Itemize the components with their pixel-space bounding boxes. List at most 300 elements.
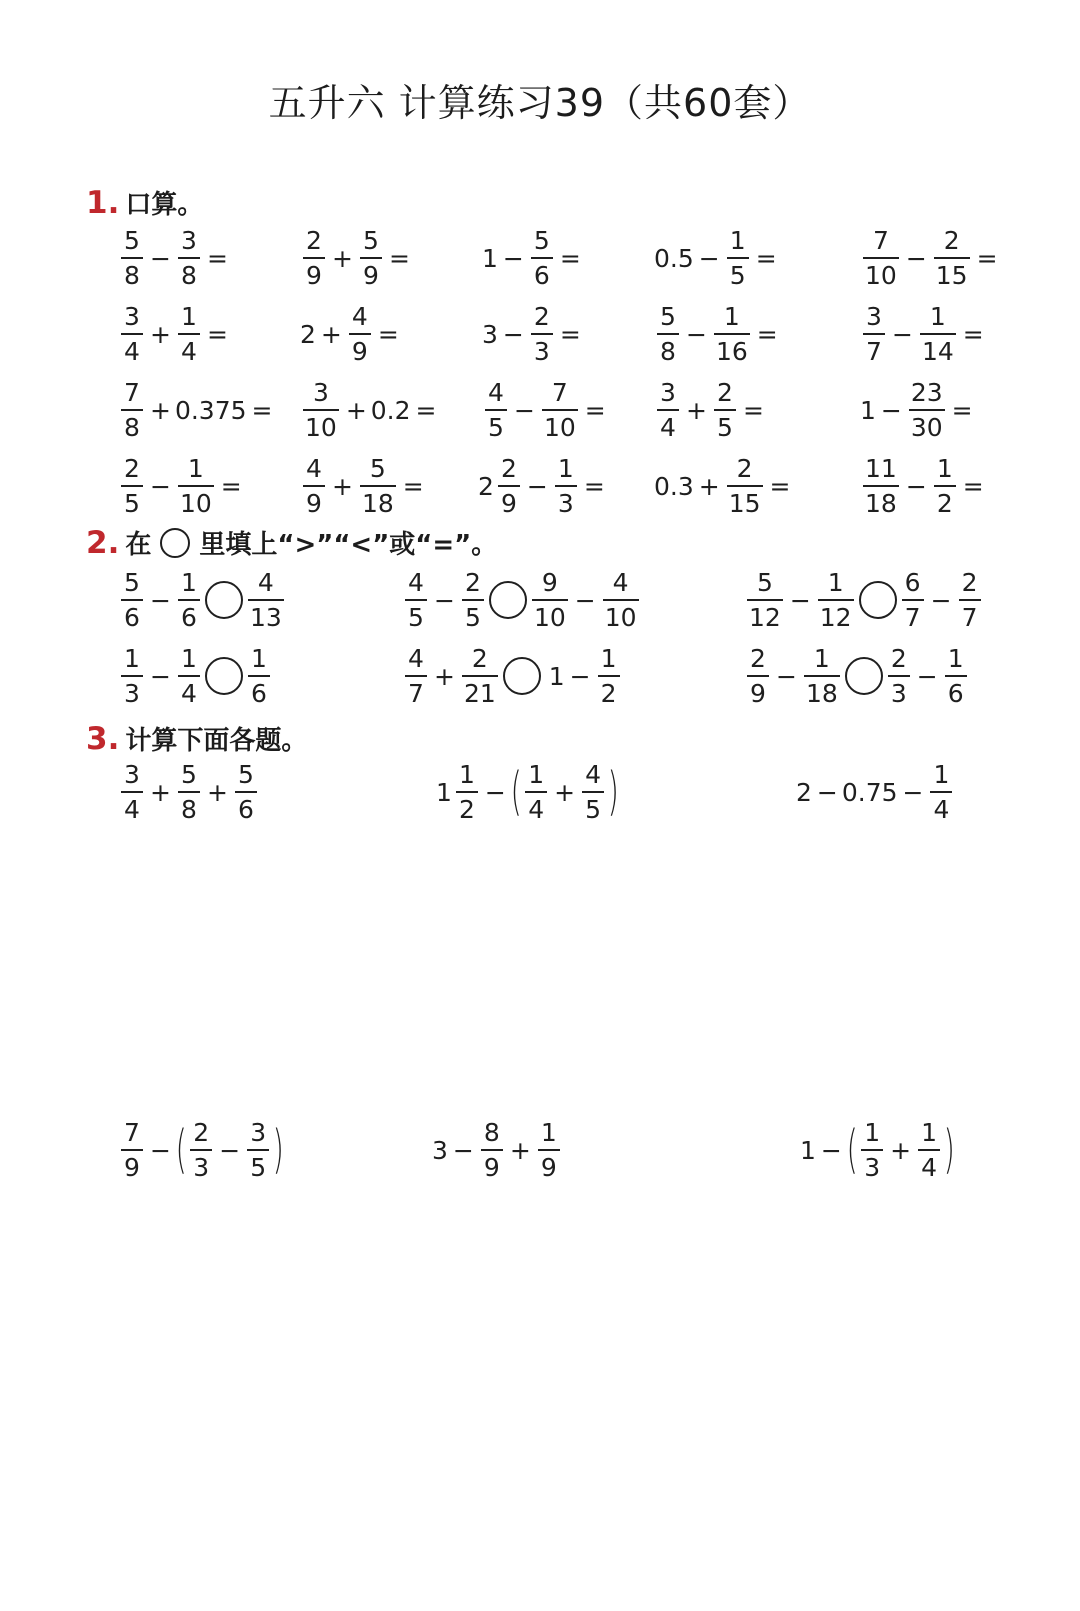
section-1-heading: [86, 184, 203, 221]
fraction: [542, 380, 578, 440]
numerator: 7: [551, 378, 568, 407]
denominator: 16: [714, 333, 750, 364]
numerator: 5: [237, 760, 254, 789]
answer-circle[interactable]: [489, 581, 527, 619]
operator: −: [776, 661, 797, 691]
denominator: 8: [178, 791, 200, 822]
denominator: 3: [555, 485, 577, 516]
denominator: 4: [121, 333, 143, 364]
denominator: 6: [178, 599, 200, 630]
oral-problem: [654, 294, 778, 374]
numerator: 2: [193, 1118, 210, 1147]
numerator: 4: [306, 454, 322, 483]
operator: +: [345, 395, 367, 425]
compare-problem: [402, 636, 623, 716]
denominator: 4: [918, 1149, 940, 1180]
operator: +: [434, 661, 455, 691]
numerator: 5: [533, 226, 550, 255]
numerator: 1: [729, 226, 746, 255]
denominator: 9: [481, 1149, 503, 1180]
denominator: 5: [462, 599, 484, 630]
denominator: 5: [247, 1149, 269, 1180]
compare-row-2: [0, 636, 1000, 716]
operator: −: [930, 585, 952, 615]
operator: −: [905, 471, 927, 501]
numerator: 9: [541, 568, 558, 597]
fraction: [303, 380, 339, 440]
numerator: 3: [124, 302, 140, 331]
oral-problem: [860, 218, 998, 298]
fraction: [121, 570, 143, 630]
numerator: 2: [471, 644, 488, 673]
numerator: 3: [866, 302, 882, 331]
oral-problem: [860, 370, 973, 450]
oral-problem: [118, 370, 272, 450]
oral-problem: [478, 446, 605, 526]
fraction: [405, 646, 427, 706]
equals-sign: =: [251, 395, 273, 425]
numerator: 5: [363, 226, 379, 255]
numerator: 4: [351, 302, 368, 331]
fraction: [863, 456, 899, 516]
numerator: 1: [528, 760, 545, 789]
numerator: 5: [369, 454, 386, 483]
oral-problem: [860, 446, 984, 526]
calc-problem: [800, 1110, 955, 1190]
numerator: 1: [124, 644, 140, 673]
parenthesis: (: [846, 1120, 858, 1180]
operator: −: [526, 471, 548, 501]
numerator: 2: [717, 378, 733, 407]
oral-row-2: [0, 294, 1000, 374]
fraction: [804, 646, 840, 706]
fraction: [934, 456, 956, 516]
denominator: 8: [178, 257, 200, 288]
fraction: [349, 304, 371, 364]
numerator: 5: [124, 568, 140, 597]
denominator: 7: [405, 675, 427, 706]
fraction: [727, 456, 763, 516]
answer-circle[interactable]: [205, 581, 243, 619]
fraction: [121, 456, 143, 516]
denominator: 9: [349, 333, 371, 364]
equals-sign: =: [742, 395, 764, 425]
section-number: 3.: [86, 720, 120, 757]
oral-problem: [118, 446, 242, 526]
operator: −: [789, 585, 811, 615]
denominator: 12: [747, 599, 783, 630]
operator: +: [332, 243, 353, 273]
numerator: 2: [465, 568, 481, 597]
oral-problem: [482, 294, 581, 374]
numerator: 1: [933, 760, 950, 789]
oral-problem: [300, 370, 436, 450]
numerator: 2: [890, 644, 907, 673]
denominator: 18: [863, 485, 899, 516]
whole-number: 2: [300, 319, 316, 349]
operator: −: [902, 777, 924, 807]
fraction: [945, 646, 967, 706]
fraction: [462, 646, 498, 706]
denominator: 2: [456, 791, 478, 822]
equals-sign: =: [220, 471, 242, 501]
numerator: 2: [306, 226, 322, 255]
answer-circle[interactable]: [205, 657, 243, 695]
numerator: 1: [929, 302, 946, 331]
denominator: 5: [121, 485, 143, 516]
fraction: [920, 304, 956, 364]
denominator: 14: [920, 333, 956, 364]
fraction: [918, 1120, 940, 1180]
equals-sign: =: [756, 319, 778, 349]
denominator: 6: [121, 599, 143, 630]
operator: −: [150, 585, 171, 615]
fraction: [598, 646, 620, 706]
operator: +: [554, 777, 576, 807]
equals-sign: =: [559, 319, 581, 349]
whole-number: 1: [482, 243, 498, 273]
numerator: 8: [483, 1118, 500, 1147]
fraction: [538, 1120, 560, 1180]
section-label: 口算。: [125, 190, 204, 220]
fraction: [178, 570, 200, 630]
calc-problem: [118, 1110, 285, 1190]
calc-problem: [432, 1110, 563, 1190]
denominator: 3: [121, 675, 143, 706]
operator: +: [698, 471, 720, 501]
denominator: 9: [747, 675, 769, 706]
operator: +: [890, 1135, 912, 1165]
parenthesis: ): [943, 1120, 955, 1180]
numerator: 4: [257, 568, 274, 597]
fraction: [248, 570, 284, 630]
denominator: 18: [360, 485, 396, 516]
numerator: 4: [408, 568, 424, 597]
compare-problem: [744, 560, 984, 640]
fraction: [603, 570, 639, 630]
denominator: 3: [190, 1149, 212, 1180]
oral-problem: [482, 218, 581, 298]
fraction: [582, 762, 604, 822]
oral-problem: [482, 370, 606, 450]
denominator: 4: [178, 333, 200, 364]
denominator: 3: [888, 675, 910, 706]
fraction: [178, 456, 214, 516]
operator: −: [150, 243, 171, 273]
whole-number: 0.5: [654, 243, 694, 273]
whole-number: 1: [860, 395, 876, 425]
operator: −: [514, 395, 535, 425]
denominator: 2: [934, 485, 956, 516]
compare-problem: [402, 560, 642, 640]
operator: −: [219, 1135, 241, 1165]
denominator: 2: [598, 675, 620, 706]
equals-sign: =: [962, 471, 984, 501]
oral-problem: [300, 446, 424, 526]
numerator: 5: [660, 302, 676, 331]
equals-sign: =: [769, 471, 791, 501]
fraction: [714, 380, 736, 440]
numerator: 4: [408, 644, 424, 673]
numerator: 1: [181, 644, 197, 673]
denominator: 3: [531, 333, 553, 364]
numerator: 1: [936, 454, 953, 483]
numerator: 6: [904, 568, 921, 597]
fraction: [657, 380, 679, 440]
whole-number: 2: [796, 777, 812, 807]
compare-problem: [118, 560, 287, 640]
fraction: [959, 570, 981, 630]
numerator: 1: [813, 644, 830, 673]
circle-icon: [160, 528, 190, 558]
denominator: 15: [727, 485, 763, 516]
equals-sign: =: [584, 395, 606, 425]
calc-problem: [796, 752, 955, 832]
section-2-heading: [86, 524, 497, 561]
worksheet-title: 五升六 计算练习39（共60套）: [268, 81, 812, 125]
operator: +: [332, 471, 353, 501]
operator: +: [686, 395, 707, 425]
denominator: 18: [804, 675, 840, 706]
denominator: 4: [657, 409, 679, 440]
whole-number: 1: [548, 661, 565, 691]
denominator: 10: [603, 599, 639, 630]
fraction: [405, 570, 427, 630]
numerator: 2: [750, 644, 766, 673]
whole-number: 3: [482, 319, 498, 349]
equals-sign: =: [962, 319, 984, 349]
numerator: 2: [736, 454, 753, 483]
fraction: [498, 456, 520, 516]
numerator: 2: [961, 568, 978, 597]
answer-circle[interactable]: [845, 657, 883, 695]
denominator: 5: [405, 599, 427, 630]
fraction: [863, 228, 899, 288]
operator: −: [452, 1135, 474, 1165]
operator: +: [150, 777, 171, 807]
operator: −: [816, 777, 838, 807]
oral-row-3: [0, 370, 1000, 450]
denominator: 6: [235, 791, 257, 822]
numerator: 3: [312, 378, 329, 407]
numerator: 1: [864, 1118, 881, 1147]
whole-number: 0.2: [370, 395, 411, 425]
oral-problem: [118, 294, 228, 374]
oral-row-1: [0, 218, 1000, 298]
fraction: [462, 570, 484, 630]
fraction: [456, 762, 478, 822]
denominator: 9: [360, 257, 382, 288]
numerator: 1: [947, 644, 964, 673]
equals-sign: =: [206, 243, 228, 273]
fraction: [909, 380, 945, 440]
denominator: 7: [863, 333, 885, 364]
fraction: [863, 304, 885, 364]
fraction: [532, 570, 568, 630]
denominator: 6: [248, 675, 270, 706]
whole-number: 3: [432, 1135, 448, 1165]
numerator: 5: [124, 226, 140, 255]
fraction: [930, 762, 952, 822]
section-number: 1.: [86, 184, 120, 221]
oral-problem: [654, 218, 777, 298]
fraction: [555, 456, 577, 516]
denominator: 12: [818, 599, 854, 630]
denominator: 9: [498, 485, 520, 516]
numerator: 7: [872, 226, 889, 255]
numerator: 4: [488, 378, 504, 407]
numerator: 2: [943, 226, 960, 255]
operator: +: [509, 1135, 531, 1165]
fraction: [190, 1120, 212, 1180]
operator: −: [502, 243, 524, 273]
operator: +: [320, 319, 342, 349]
numerator: 23: [910, 378, 943, 407]
fraction: [178, 762, 200, 822]
oral-problem: [654, 446, 790, 526]
operator: −: [434, 585, 455, 615]
denominator: 5: [582, 791, 604, 822]
operator: −: [686, 319, 707, 349]
operator: −: [820, 1135, 842, 1165]
operator: −: [502, 319, 524, 349]
numerator: 4: [612, 568, 629, 597]
equals-sign: =: [402, 471, 424, 501]
operator: −: [916, 661, 938, 691]
denominator: 4: [525, 791, 547, 822]
whole-number: 0.3: [654, 471, 694, 501]
operator: −: [150, 471, 171, 501]
numerator: 1: [921, 1118, 938, 1147]
denominator: 30: [909, 409, 945, 440]
answer-circle[interactable]: [503, 657, 541, 695]
section-number: 2.: [86, 524, 120, 561]
equals-sign: =: [388, 243, 410, 273]
numerator: 1: [187, 454, 204, 483]
fraction: [178, 646, 200, 706]
fraction: [121, 1120, 143, 1180]
denominator: 10: [303, 409, 339, 440]
denominator: 10: [532, 599, 568, 630]
fraction: [235, 762, 257, 822]
fraction: [121, 762, 143, 822]
denominator: 5: [727, 257, 749, 288]
oral-problem: [118, 218, 228, 298]
calc-problem: [118, 752, 260, 832]
numerator: 1: [827, 568, 844, 597]
fraction: [178, 304, 200, 364]
fraction: [303, 228, 325, 288]
fraction: [934, 228, 970, 288]
numerator: 2: [124, 454, 140, 483]
calc-row-1: [0, 752, 1000, 832]
equals-sign: =: [976, 243, 998, 273]
numerator: 1: [723, 302, 740, 331]
numerator: 1: [181, 568, 197, 597]
operator: +: [206, 777, 228, 807]
equals-sign: =: [415, 395, 437, 425]
equals-sign: =: [377, 319, 399, 349]
section-label-post: 里填上“>”“<”或“=”。: [199, 530, 498, 560]
numerator: 1: [181, 302, 197, 331]
fraction: [121, 380, 143, 440]
denominator: 10: [178, 485, 214, 516]
fraction: [747, 570, 783, 630]
fraction: [360, 456, 396, 516]
numerator: 7: [124, 378, 140, 407]
oral-problem: [860, 294, 984, 374]
numerator: 4: [585, 760, 602, 789]
operator: −: [698, 243, 720, 273]
oral-problem: [300, 218, 410, 298]
numerator: 1: [600, 644, 617, 673]
answer-circle[interactable]: [859, 581, 897, 619]
denominator: 6: [945, 675, 967, 706]
equals-sign: =: [206, 319, 228, 349]
whole-number: 1: [436, 777, 452, 807]
section-label: 计算下面各题。: [125, 726, 308, 756]
whole-number: 0.75: [841, 777, 898, 807]
compare-problem: [118, 636, 273, 716]
denominator: 9: [303, 485, 325, 516]
denominator: 5: [714, 409, 736, 440]
denominator: 4: [178, 675, 200, 706]
operator: −: [150, 1135, 171, 1165]
denominator: 10: [542, 409, 578, 440]
section-label-pre: 在: [125, 530, 152, 560]
numerator: 2: [500, 454, 517, 483]
fraction: [531, 228, 553, 288]
fraction: [121, 646, 143, 706]
fraction: [747, 646, 769, 706]
denominator: 15: [934, 257, 970, 288]
parenthesis: (: [510, 762, 522, 822]
denominator: 9: [121, 1149, 143, 1180]
numerator: 5: [756, 568, 773, 597]
numerator: 11: [865, 454, 897, 483]
parenthesis: ): [272, 1120, 284, 1180]
fraction: [121, 228, 143, 288]
fraction: [247, 1120, 269, 1180]
whole-number: 0.375: [174, 395, 247, 425]
denominator: 8: [121, 257, 143, 288]
fraction: [248, 646, 270, 706]
denominator: 7: [959, 599, 981, 630]
numerator: 1: [251, 644, 267, 673]
numerator: 7: [124, 1118, 140, 1147]
numerator: 3: [181, 226, 197, 255]
denominator: 4: [121, 791, 143, 822]
fraction: [531, 304, 553, 364]
denominator: 21: [462, 675, 498, 706]
equals-sign: =: [559, 243, 581, 273]
operator: +: [150, 319, 171, 349]
oral-problem: [300, 294, 399, 374]
calc-row-2: [0, 1110, 1000, 1190]
fraction: [360, 228, 382, 288]
denominator: 7: [902, 599, 924, 630]
denominator: 9: [303, 257, 325, 288]
fraction: [525, 762, 547, 822]
denominator: 13: [248, 599, 284, 630]
fraction: [714, 304, 750, 364]
operator: −: [484, 777, 506, 807]
numerator: 3: [250, 1118, 267, 1147]
compare-problem: [744, 636, 970, 716]
numerator: 1: [458, 760, 475, 789]
oral-row-4: [0, 446, 1000, 526]
numerator: 1: [540, 1118, 557, 1147]
